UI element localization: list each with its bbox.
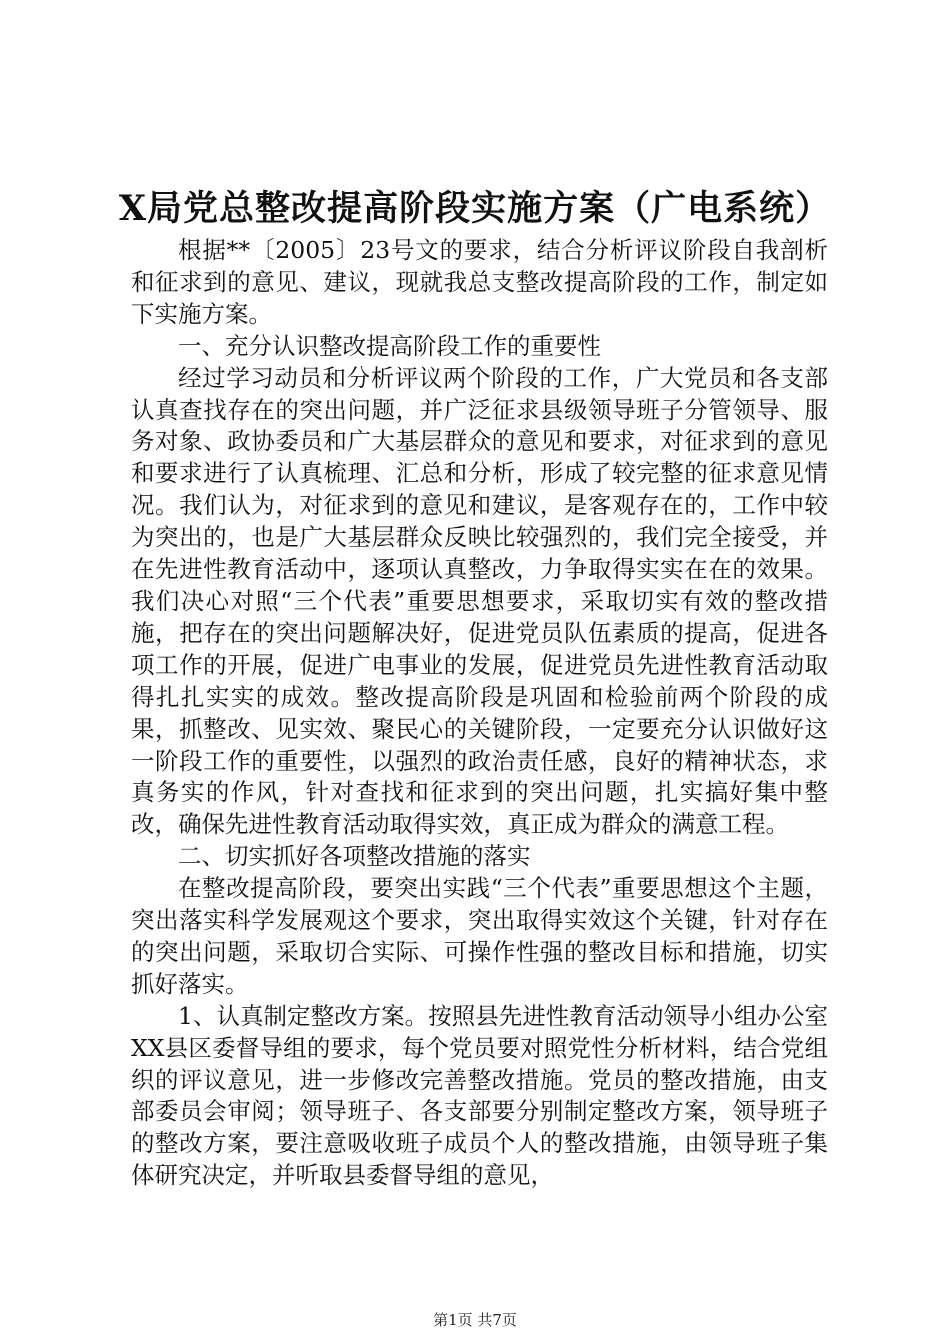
paragraph-intro: 根据**〔2005〕23号文的要求，结合分析评议阶段自我剖析和征求到的意见、建议，现就我总支整改提高阶段的工作，制定如下实施方案。 <box>131 236 828 328</box>
section-heading-1: 一、充分认识整改提高阶段工作的重要性 <box>178 331 601 360</box>
paragraph-section-1: 经过学习动员和分析评议两个阶段的工作，广大党员和各支部认真查找存在的突出问题，并广泛征求县级领导班子分管领导、服务对象、政协委员和广大基层群众的意见和要求，对征求到的意见和要求进行了认真梳理、汇总和分析，形成了较完整的征求意见情况。我们认为，对征求到的意见和建议，是客观存在的，工作中较为突出的，也是广大基层群众反映比较强烈的，我们完全接受，并在先进性教育活动中，逐项认真整改，力争取得实实在在的效果。我们决心对照“三个代表”重要思想要求，采取切实有效的整改措施，把存在的突出问题解决好，促进党员队伍素质的提高，促进各项工作的开展，促进广电事业的发展，促进党员先进性教育活动取得扎扎实实的成效。整改提高阶段是巩固和检验前两个阶段的成果，抓整改、见实效、聚民心的关键阶段，一定要充分认识做好这一阶段工作的重要性，以强烈的政治责任感，良好的精神状态，求真务实的作风，针对查找和征求到的突出问题，扎实搞好集中整改，确保先进性教育活动取得实效，真正成为群众的满意工程。 <box>131 363 828 839</box>
document-body <box>131 235 828 1192</box>
page-number-footer: 第1页 共7页 <box>433 1311 517 1329</box>
section-heading-2: 二、切实抓好各项整改措施的落实 <box>178 842 531 871</box>
paragraph-section-2: 在整改提高阶段，要突出实践“三个代表”重要思想这个主题，突出落实科学发展观这个要求，突出取得实效这个关键，针对存在的突出问题，采取切合实际、可操作性强的整改目标和措施，切实抓好落实。 <box>131 874 828 998</box>
document-title: X局党总整改提高阶段实施方案（广电系统） <box>118 188 832 229</box>
paragraph-item-1: 1、认真制定整改方案。按照县先进性教育活动领导小组办公室XX县区委督导组的要求，每个党员要对照党性分析材料，结合党组织的评议意见，进一步修改完善整改措施。党员的整改措施，由支部委员会审阅；领导班子、各支部要分别制定整改方案，领导班子的整改方案，要注意吸收班子成员个人的整改措施，由领导班子集体研究决定，并听取县委督导组的意见， <box>131 1001 828 1190</box>
